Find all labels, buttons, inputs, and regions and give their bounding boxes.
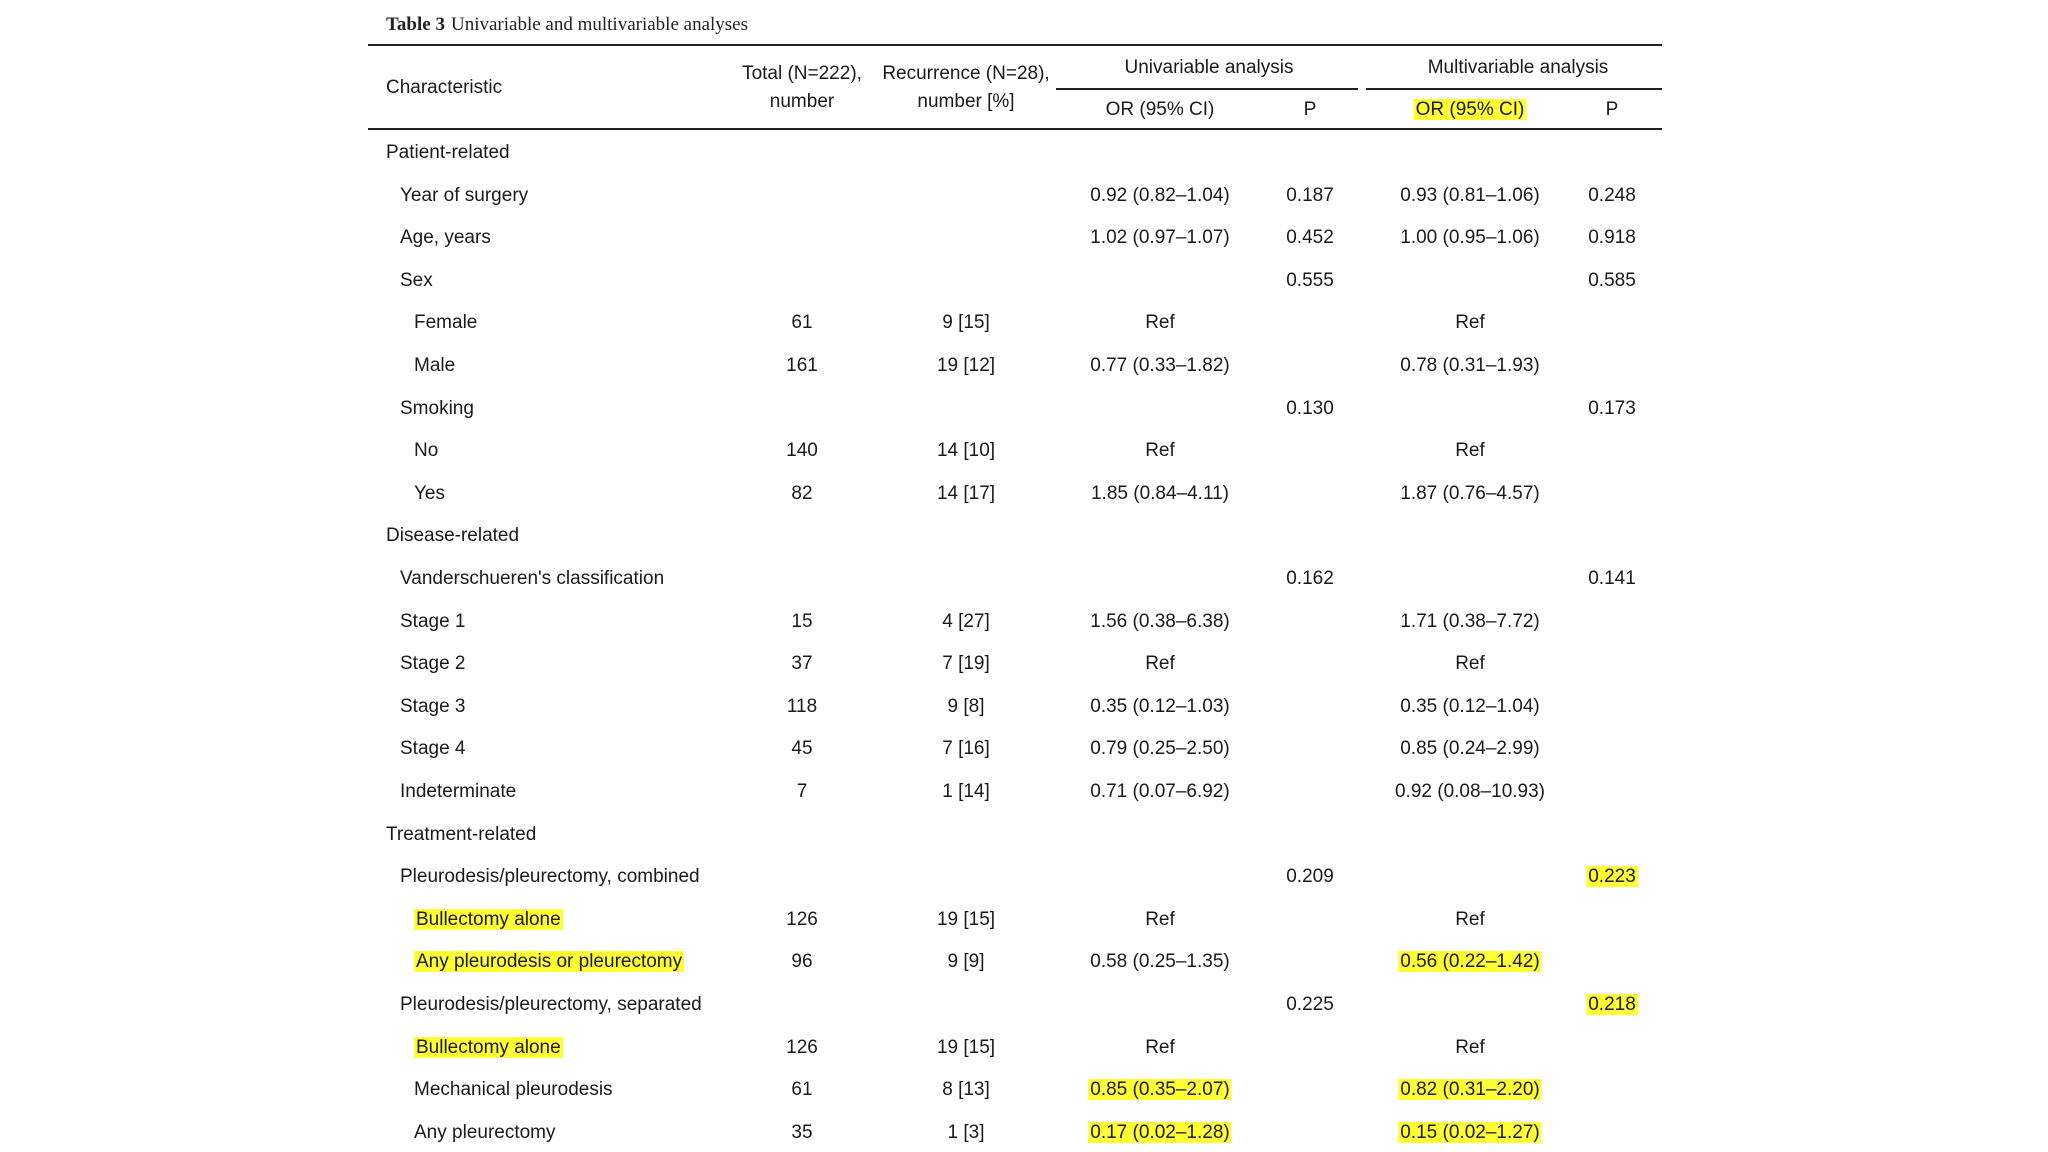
- cell-characteristic: [400, 651, 466, 677]
- cell-multi-p: [1588, 183, 1636, 209]
- cell-multi-or-text: 1.71 (0.38–7.72): [1400, 611, 1540, 632]
- cell-total: [797, 779, 808, 805]
- cell-uni-or: [1145, 907, 1175, 933]
- cell-characteristic: [414, 481, 445, 507]
- characteristic-text: Bullectomy alone: [416, 909, 561, 930]
- cell-characteristic: [400, 225, 491, 251]
- cell-uni-p: [1286, 225, 1334, 251]
- header-multivariable: Multivariable analysis: [1427, 57, 1609, 78]
- cell-total-text: 35: [791, 1122, 813, 1143]
- characteristic-text: Smoking: [400, 398, 474, 419]
- cell-multi-or: [1398, 949, 1541, 975]
- cell-total: [787, 694, 817, 720]
- cell-recurrence-text: 1 [14]: [942, 781, 990, 802]
- cell-multi-or: [1455, 438, 1485, 464]
- cell-uni-or: [1145, 1035, 1175, 1061]
- cell-total: [786, 438, 818, 464]
- cell-uni-or: [1091, 481, 1229, 507]
- cell-multi-p-text: 0.223: [1588, 866, 1636, 887]
- header-univariable: Univariable analysis: [1124, 57, 1294, 78]
- cell-recurrence-text: 14 [10]: [936, 440, 996, 461]
- cell-multi-or-text: Ref: [1455, 440, 1485, 461]
- cell-uni-p: [1286, 268, 1334, 294]
- cell-multi-or-text: 0.35 (0.12–1.04): [1400, 696, 1540, 717]
- cell-characteristic: [414, 310, 477, 336]
- cell-multi-or-text: Ref: [1455, 312, 1485, 333]
- characteristic-text: Stage 1: [400, 611, 466, 632]
- header-recurrence-line1: Recurrence (N=28),: [882, 63, 1050, 84]
- cell-total: [791, 949, 812, 975]
- cell-recurrence-text: 9 [9]: [947, 951, 985, 972]
- cell-multi-or-text: 1.00 (0.95–1.06): [1400, 227, 1540, 248]
- cell-uni-p: [1286, 183, 1334, 209]
- cell-multi-or: [1400, 353, 1539, 379]
- cell-multi-p: [1586, 992, 1638, 1018]
- cell-total-text: 96: [791, 951, 813, 972]
- cell-characteristic: [400, 268, 433, 294]
- cell-uni-p-text: 0.555: [1286, 270, 1334, 291]
- cell-multi-or: [1455, 1035, 1485, 1061]
- header-uni-or: OR (95% CI): [1105, 99, 1215, 120]
- characteristic-text: Vanderschueren's classification: [400, 568, 665, 589]
- cell-multi-or: [1400, 694, 1539, 720]
- cell-total: [791, 651, 812, 677]
- cell-characteristic: [400, 183, 528, 209]
- cell-recurrence-text: 7 [16]: [942, 738, 990, 759]
- cell-uni-p-text: 0.209: [1286, 866, 1334, 887]
- cell-uni-or: [1090, 609, 1229, 635]
- cell-multi-or-text: 0.93 (0.81–1.06): [1400, 185, 1540, 206]
- cell-recurrence: [948, 1120, 985, 1146]
- cell-multi-p-text: 0.918: [1588, 227, 1636, 248]
- cell-characteristic: [386, 523, 519, 549]
- cell-multi-or: [1400, 225, 1539, 251]
- cell-total-text: 161: [786, 355, 818, 376]
- cell-recurrence: [942, 651, 990, 677]
- table-number: Table 3: [386, 14, 445, 35]
- characteristic-text: Female: [414, 312, 478, 333]
- cell-multi-or: [1398, 1077, 1541, 1103]
- header-characteristic: Characteristic: [386, 77, 503, 98]
- cell-uni-or-text: 0.85 (0.35–2.07): [1090, 1079, 1230, 1100]
- header-bottom-rule: [368, 128, 1662, 130]
- cell-uni-or: [1090, 353, 1229, 379]
- cell-multi-or: [1455, 310, 1485, 336]
- cell-total-text: 7: [796, 781, 808, 802]
- cell-multi-p: [1588, 268, 1636, 294]
- cell-uni-or-text: Ref: [1145, 440, 1175, 461]
- cell-uni-or: [1090, 694, 1229, 720]
- cell-multi-or-text: Ref: [1455, 653, 1485, 674]
- header-multi-or: [1414, 96, 1527, 124]
- characteristic-text: Stage 2: [400, 653, 466, 674]
- cell-multi-or-text: 0.92 (0.08–10.93): [1394, 781, 1546, 802]
- characteristic-text: No: [414, 440, 439, 461]
- cell-uni-or-text: 1.02 (0.97–1.07): [1090, 227, 1230, 248]
- cell-multi-or-text: 0.56 (0.22–1.42): [1400, 951, 1540, 972]
- characteristic-text: Bullectomy alone: [416, 1037, 561, 1058]
- cell-multi-or: [1455, 651, 1485, 677]
- cell-uni-p: [1286, 566, 1334, 592]
- table-title: Univariable and multivariable analyses: [450, 14, 749, 35]
- characteristic-text: Mechanical pleurodesis: [414, 1079, 613, 1100]
- cell-uni-p: [1286, 864, 1334, 890]
- characteristic-text: Stage 4: [400, 738, 466, 759]
- cell-uni-p-text: 0.452: [1286, 227, 1334, 248]
- cell-recurrence: [942, 1077, 990, 1103]
- characteristic-text: Sex: [400, 270, 433, 291]
- characteristic-text: Any pleurectomy: [414, 1122, 556, 1143]
- cell-recurrence: [937, 353, 995, 379]
- cell-characteristic: [400, 566, 664, 592]
- cell-recurrence: [937, 438, 995, 464]
- characteristic-text: Any pleurodesis or pleurectomy: [416, 951, 683, 972]
- header-recurrence-line2: number [%]: [917, 91, 1015, 112]
- cell-total-text: 45: [791, 738, 813, 759]
- cell-uni-or-text: 0.92 (0.82–1.04): [1090, 185, 1230, 206]
- characteristic-text: Pleurodesis/pleurectomy, combined: [400, 866, 700, 887]
- cell-total: [791, 481, 812, 507]
- cell-uni-p-text: 0.187: [1286, 185, 1334, 206]
- cell-multi-p: [1586, 864, 1638, 890]
- header-uni-p: P: [1303, 99, 1317, 120]
- cell-multi-p-text: 0.141: [1588, 568, 1636, 589]
- cell-uni-p-text: 0.162: [1286, 568, 1334, 589]
- cell-recurrence: [937, 907, 995, 933]
- table-top-rule: [368, 44, 1662, 46]
- cell-multi-or-text: 0.15 (0.02–1.27): [1400, 1122, 1540, 1143]
- cell-multi-p: [1588, 566, 1636, 592]
- cell-characteristic: [414, 907, 563, 933]
- cell-total: [791, 310, 812, 336]
- cell-uni-or: [1090, 949, 1229, 975]
- cell-total-text: 82: [791, 483, 813, 504]
- cell-characteristic: [414, 1077, 613, 1103]
- cell-multi-or: [1400, 183, 1539, 209]
- cell-recurrence: [942, 736, 990, 762]
- characteristic-text: Yes: [414, 483, 445, 504]
- cell-uni-or: [1090, 736, 1229, 762]
- cell-multi-or: [1400, 736, 1539, 762]
- cell-characteristic: [400, 694, 466, 720]
- cell-multi-p-text: 0.248: [1588, 185, 1636, 206]
- cell-total-text: 126: [786, 1037, 818, 1058]
- cell-multi-or: [1398, 1120, 1541, 1146]
- cell-multi-p: [1588, 225, 1636, 251]
- cell-multi-or: [1395, 779, 1545, 805]
- header-multi-or-text: OR (95% CI): [1415, 99, 1525, 120]
- cell-recurrence-text: 9 [8]: [947, 696, 985, 717]
- cell-multi-or: [1455, 907, 1485, 933]
- cell-total-text: 61: [791, 312, 813, 333]
- cell-recurrence-text: 1 [3]: [947, 1122, 985, 1143]
- cell-uni-or: [1145, 310, 1175, 336]
- cell-multi-p: [1588, 396, 1636, 422]
- cell-uni-or: [1145, 651, 1175, 677]
- univariable-group-rule: [1056, 88, 1358, 90]
- cell-recurrence: [937, 1035, 995, 1061]
- cell-total-text: 15: [791, 611, 813, 632]
- cell-characteristic: [386, 140, 510, 166]
- cell-uni-or-text: 0.71 (0.07–6.92): [1090, 781, 1230, 802]
- characteristic-text: Male: [414, 355, 456, 376]
- characteristic-text: Age, years: [400, 227, 491, 248]
- cell-multi-or-text: Ref: [1455, 909, 1485, 930]
- cell-recurrence-text: 4 [27]: [942, 611, 990, 632]
- cell-uni-or-text: 0.79 (0.25–2.50): [1090, 738, 1230, 759]
- cell-multi-or-text: Ref: [1455, 1037, 1485, 1058]
- cell-uni-p-text: 0.130: [1286, 398, 1334, 419]
- cell-uni-or: [1088, 1077, 1231, 1103]
- cell-total-text: 126: [786, 909, 818, 930]
- characteristic-text: Year of surgery: [400, 185, 529, 206]
- cell-multi-or-text: 0.82 (0.31–2.20): [1400, 1079, 1540, 1100]
- cell-uni-p: [1286, 992, 1334, 1018]
- cell-multi-p-text: 0.173: [1588, 398, 1636, 419]
- cell-recurrence-text: 8 [13]: [942, 1079, 990, 1100]
- characteristic-text: Stage 3: [400, 696, 466, 717]
- cell-uni-or-text: 0.35 (0.12–1.03): [1090, 696, 1230, 717]
- cell-uni-or-text: Ref: [1145, 909, 1175, 930]
- cell-recurrence: [942, 609, 990, 635]
- cell-total: [786, 907, 818, 933]
- header-total-line1: Total (N=222),: [742, 63, 862, 84]
- cell-multi-or: [1400, 609, 1539, 635]
- cell-characteristic: [400, 864, 700, 890]
- cell-uni-or-text: Ref: [1145, 312, 1175, 333]
- cell-characteristic: [414, 949, 684, 975]
- cell-uni-or-text: 0.17 (0.02–1.28): [1090, 1122, 1230, 1143]
- cell-uni-p-text: 0.225: [1286, 994, 1334, 1015]
- cell-characteristic: [386, 822, 536, 848]
- cell-total: [791, 1120, 812, 1146]
- cell-uni-or: [1090, 225, 1229, 251]
- cell-recurrence-text: 19 [12]: [936, 355, 996, 376]
- cell-characteristic: [400, 736, 466, 762]
- cell-multi-or: [1400, 481, 1539, 507]
- characteristic-text: Pleurodesis/pleurectomy, separated: [400, 994, 702, 1015]
- table-caption: [386, 14, 748, 36]
- cell-recurrence-text: 9 [15]: [942, 312, 990, 333]
- cell-characteristic: [414, 1035, 563, 1061]
- cell-uni-or: [1145, 438, 1175, 464]
- cell-characteristic: [414, 1120, 556, 1146]
- cell-recurrence: [937, 481, 995, 507]
- cell-recurrence: [948, 949, 985, 975]
- cell-total-text: 118: [786, 696, 818, 717]
- characteristic-text: Indeterminate: [400, 781, 517, 802]
- cell-recurrence: [942, 310, 990, 336]
- header-total-line2: number: [769, 91, 835, 112]
- cell-uni-or-text: 0.58 (0.25–1.35): [1090, 951, 1230, 972]
- cell-characteristic: [414, 438, 438, 464]
- cell-uni-or-text: 0.77 (0.33–1.82): [1090, 355, 1230, 376]
- header-multi-p: P: [1605, 99, 1619, 120]
- cell-multi-p-text: 0.218: [1588, 994, 1636, 1015]
- cell-multi-or-text: 0.85 (0.24–2.99): [1400, 738, 1540, 759]
- cell-recurrence-text: 14 [17]: [936, 483, 996, 504]
- cell-characteristic: [400, 992, 702, 1018]
- cell-total: [786, 353, 818, 379]
- cell-uni-or-text: 1.56 (0.38–6.38): [1090, 611, 1230, 632]
- cell-characteristic: [414, 353, 455, 379]
- cell-uni-p: [1286, 396, 1334, 422]
- cell-total: [786, 1035, 818, 1061]
- characteristic-text: Disease-related: [386, 525, 520, 546]
- cell-uni-or-text: Ref: [1145, 1037, 1175, 1058]
- cell-characteristic: [400, 609, 466, 635]
- characteristic-text: Treatment-related: [386, 824, 537, 845]
- cell-characteristic: [400, 396, 474, 422]
- cell-multi-or-text: 1.87 (0.76–4.57): [1400, 483, 1540, 504]
- cell-recurrence-text: 19 [15]: [936, 909, 996, 930]
- cell-total-text: 140: [786, 440, 818, 461]
- multivariable-group-rule: [1366, 88, 1662, 90]
- cell-uni-or-text: 1.85 (0.84–4.11): [1090, 483, 1230, 504]
- cell-recurrence: [948, 694, 985, 720]
- cell-total: [791, 1077, 812, 1103]
- cell-multi-p-text: 0.585: [1588, 270, 1636, 291]
- cell-total: [791, 736, 812, 762]
- cell-uni-or-text: Ref: [1145, 653, 1175, 674]
- cell-total-text: 37: [791, 653, 813, 674]
- cell-total-text: 61: [791, 1079, 813, 1100]
- cell-uni-or: [1088, 1120, 1231, 1146]
- cell-characteristic: [400, 779, 516, 805]
- cell-uni-or: [1090, 183, 1229, 209]
- cell-uni-or: [1090, 779, 1229, 805]
- cell-multi-or-text: 0.78 (0.31–1.93): [1400, 355, 1540, 376]
- characteristic-text: Patient-related: [386, 142, 510, 163]
- cell-total: [791, 609, 812, 635]
- cell-recurrence-text: 7 [19]: [942, 653, 990, 674]
- cell-recurrence: [942, 779, 990, 805]
- cell-recurrence-text: 19 [15]: [936, 1037, 996, 1058]
